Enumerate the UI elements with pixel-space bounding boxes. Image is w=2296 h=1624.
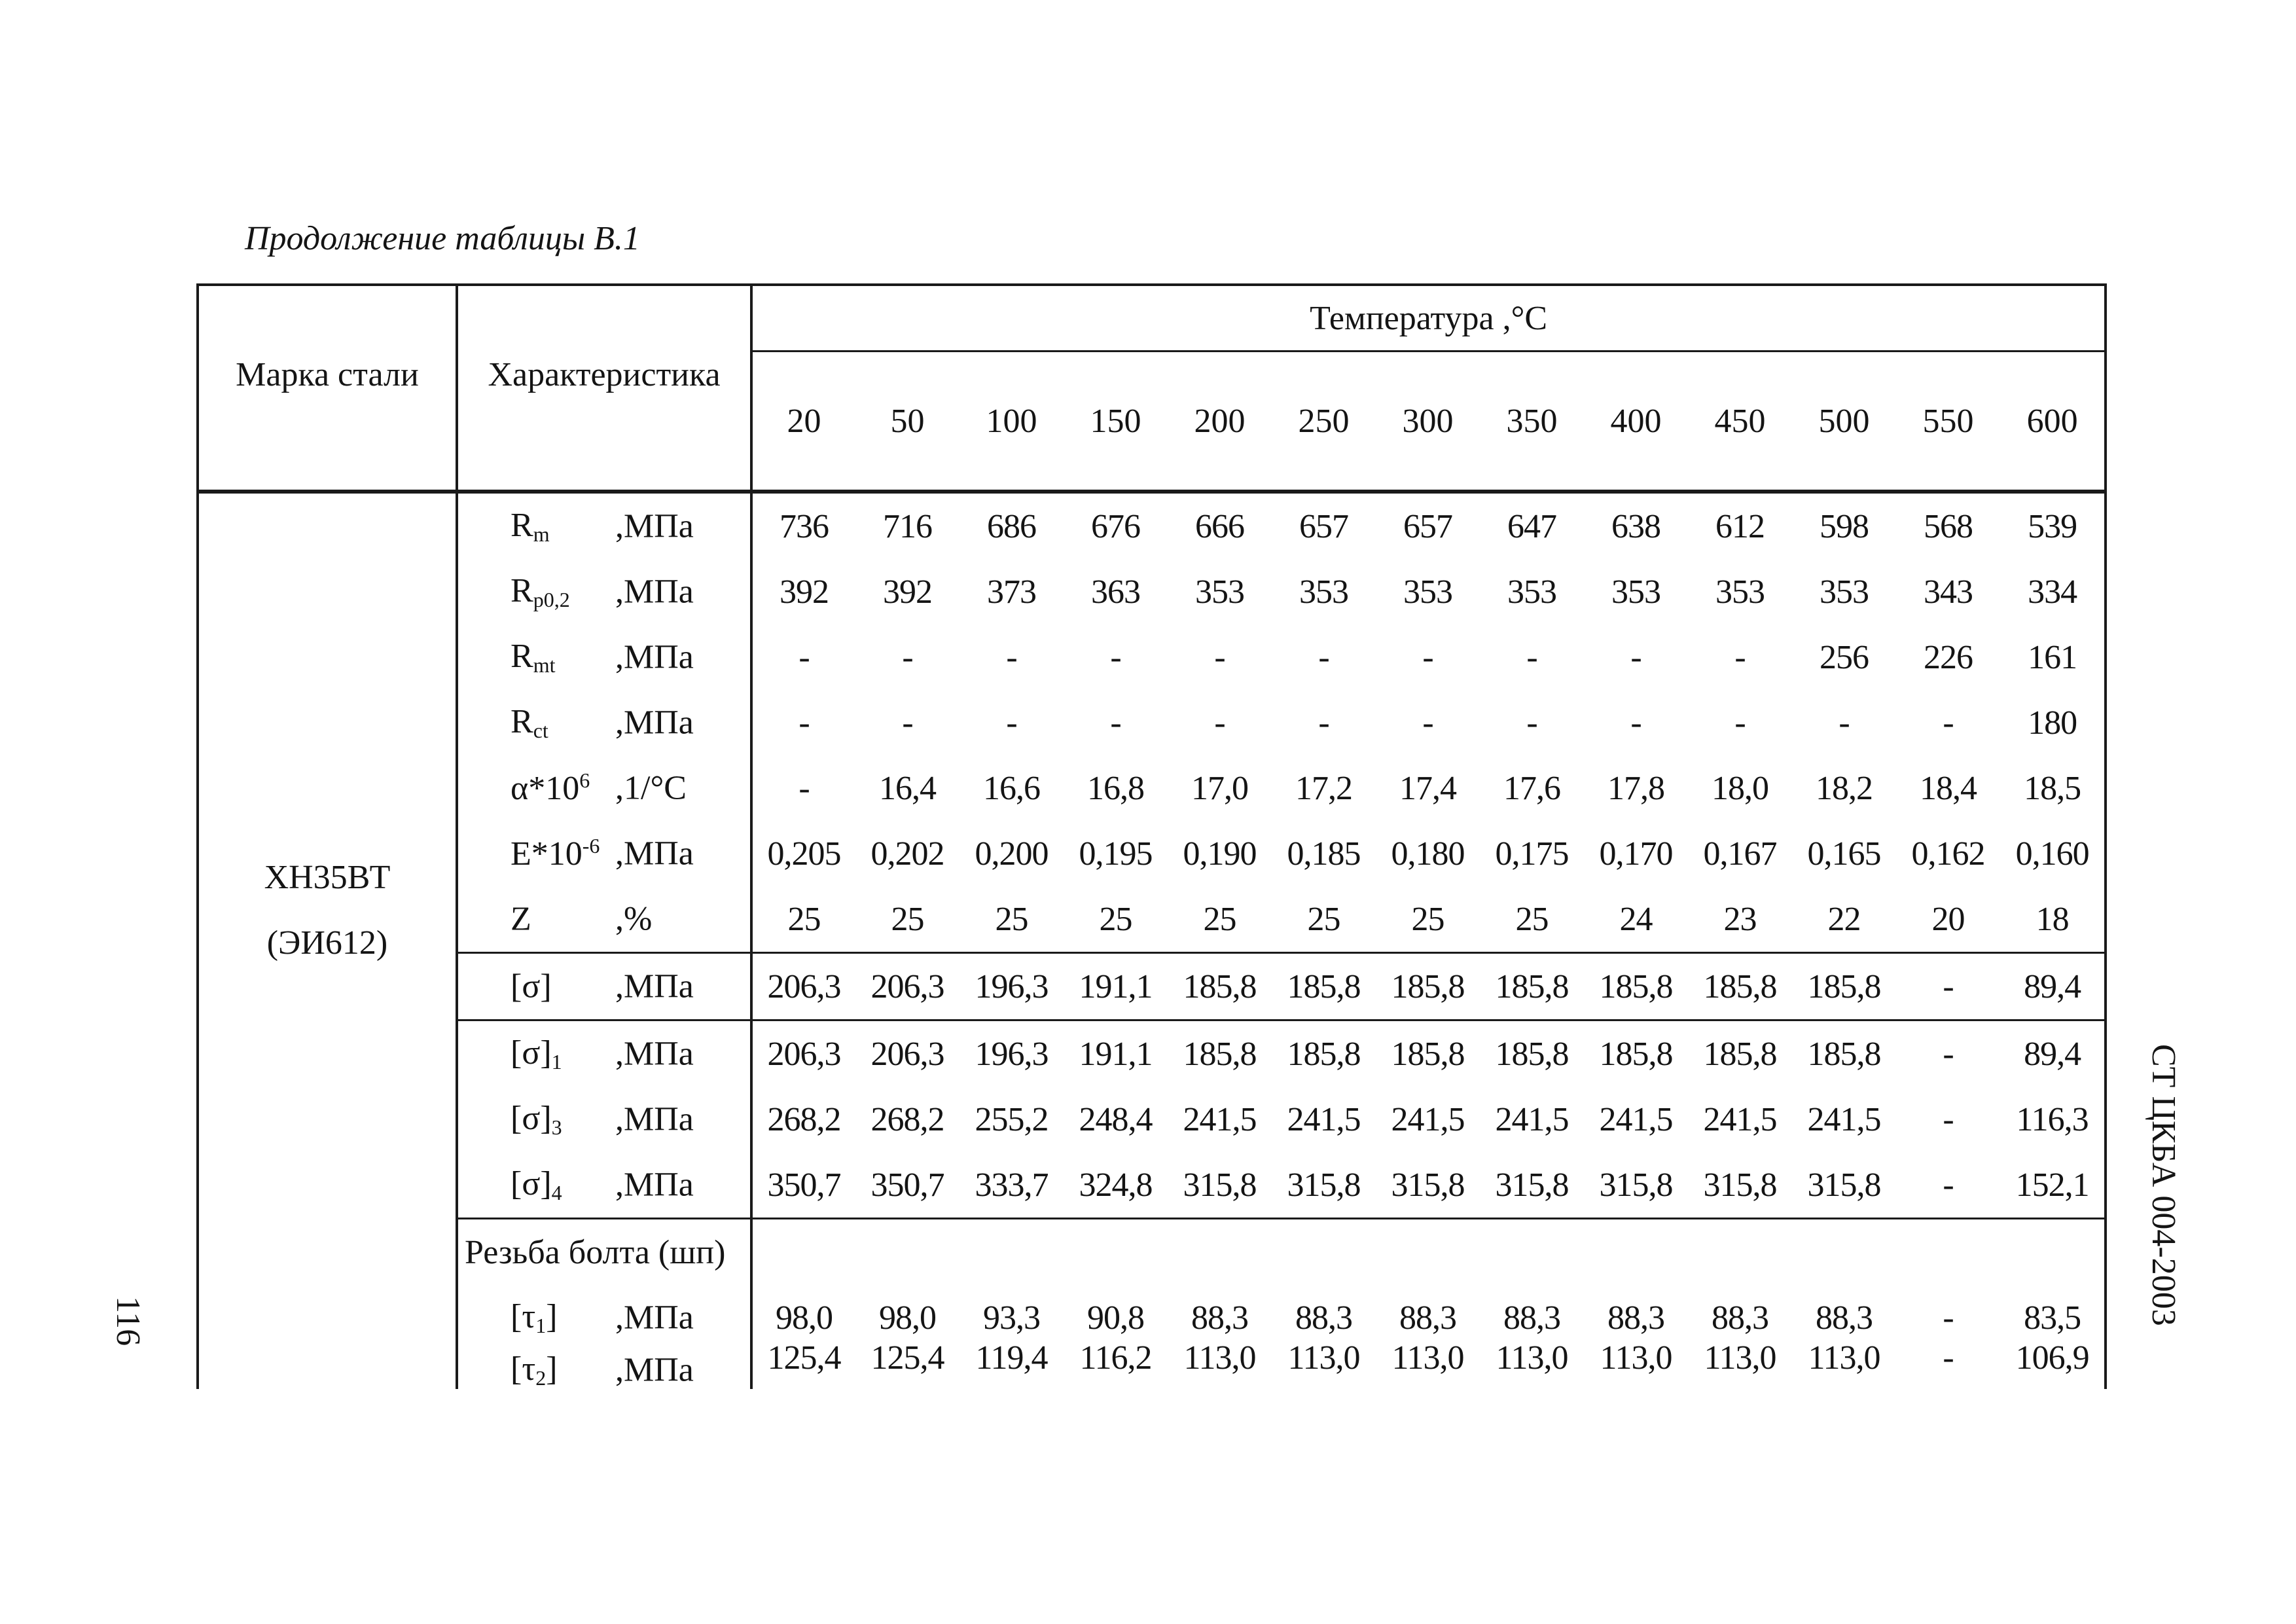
value-cell: 315,8 xyxy=(1584,1152,1688,1219)
value-cell: 0,170 xyxy=(1599,835,1673,873)
value-cell: 116,3 xyxy=(2000,1087,2106,1152)
characteristic-cell xyxy=(457,1350,751,1389)
value-cell: 241,5 xyxy=(1495,1100,1569,1138)
value-cell: - xyxy=(1630,704,1641,742)
characteristic-unit: ,МПа xyxy=(615,1166,694,1204)
temperature-header: Температура ,°С xyxy=(751,285,2106,352)
value-cell: 113,0 xyxy=(1496,1339,1568,1377)
value-cell: 0,205 xyxy=(767,835,841,873)
characteristic-cell xyxy=(457,755,751,821)
value-cell: 98,0 xyxy=(776,1299,833,1337)
characteristic-cell xyxy=(457,1087,751,1152)
value-cell: 226 xyxy=(1924,638,1973,676)
value-cell: 88,3 xyxy=(1503,1299,1560,1337)
value-cell: - xyxy=(1318,704,1329,742)
characteristic-cell xyxy=(457,1152,751,1219)
characteristic-unit: ,МПа xyxy=(615,1351,694,1388)
value-cell: - xyxy=(1006,704,1017,742)
value-cell: 666 xyxy=(1195,507,1244,545)
empty-cell xyxy=(855,1219,960,1286)
empty-cell xyxy=(1792,1219,1896,1286)
empty-cell xyxy=(1272,1219,1376,1286)
value-cell: 185,8 xyxy=(1495,1035,1569,1073)
value-cell: 241,5 xyxy=(1703,1100,1777,1138)
characteristic-unit: ,МПа xyxy=(615,967,694,1005)
characteristic-cell xyxy=(457,1285,751,1350)
value-cell: 0,160 xyxy=(2000,821,2106,886)
value-cell: - xyxy=(902,638,913,676)
characteristic-symbol: [σ] xyxy=(511,967,552,1005)
value-cell: 255,2 xyxy=(975,1100,1049,1138)
value-cell: 392 xyxy=(780,573,829,611)
temperature-cell: 20 xyxy=(751,352,855,492)
value-cell: 315,8 xyxy=(1688,1152,1792,1219)
value-cell: 88,3 xyxy=(1191,1299,1248,1337)
table-row xyxy=(198,1350,2106,1389)
value-cell: - xyxy=(1896,953,2000,1020)
value-cell: 185,8 xyxy=(1703,1035,1777,1073)
value-cell: 191,1 xyxy=(1079,1035,1153,1073)
value-cell: 17,8 xyxy=(1607,769,1664,807)
value-cell: 185,8 xyxy=(1272,953,1376,1020)
value-cell: 0,195 xyxy=(1079,835,1153,873)
value-cell: 353 xyxy=(1715,573,1765,611)
characteristic-unit: ,МПа xyxy=(615,835,694,873)
characteristic-cell xyxy=(457,886,751,953)
value-cell: 22 xyxy=(1792,886,1896,953)
value-cell: - xyxy=(902,704,913,742)
value-cell: 191,1 xyxy=(1064,953,1168,1020)
characteristic-symbol: $R_{mt}$ xyxy=(511,638,556,677)
value-cell: 373 xyxy=(987,573,1036,611)
value-cell: 113,0 xyxy=(1600,1339,1672,1377)
steel-properties-table xyxy=(196,283,2107,1389)
characteristic-symbol: $E*10^{-6}$ xyxy=(511,834,600,873)
characteristic-unit: ,МПа xyxy=(615,507,694,545)
value-cell: 113,0 xyxy=(1183,1339,1256,1377)
temperature-cell: 50 xyxy=(855,352,960,492)
value-cell: - xyxy=(1630,638,1641,676)
value-cell: 392 xyxy=(883,573,932,611)
empty-cell xyxy=(751,1219,855,1286)
characteristic-unit: ,МПа xyxy=(615,1035,694,1073)
value-cell: 268,2 xyxy=(767,1100,841,1138)
temperature-cell: 600 xyxy=(2000,352,2106,492)
value-cell: 324,8 xyxy=(1064,1152,1168,1219)
value-cell: 334 xyxy=(2000,559,2106,624)
characteristic-symbol: $R_{p0,2}$ xyxy=(511,572,570,611)
value-cell: 206,3 xyxy=(767,1035,841,1073)
value-cell: 83,5 xyxy=(2000,1285,2106,1350)
value-cell: 16,8 xyxy=(1087,769,1144,807)
temperature-cell: 400 xyxy=(1584,352,1688,492)
value-cell: 612 xyxy=(1715,507,1765,545)
empty-cell xyxy=(960,1219,1064,1286)
value-cell: 206,3 xyxy=(855,953,960,1020)
value-cell: 0,167 xyxy=(1703,835,1777,873)
value-cell: 185,8 xyxy=(1807,1035,1881,1073)
characteristic-unit: ,МПа xyxy=(615,1100,694,1138)
characteristic-unit: ,% xyxy=(615,900,653,938)
value-cell: 638 xyxy=(1611,507,1660,545)
temperature-cell: 300 xyxy=(1376,352,1480,492)
value-cell: 88,3 xyxy=(1712,1299,1768,1337)
value-cell: 0,185 xyxy=(1287,835,1361,873)
value-cell: 676 xyxy=(1091,507,1140,545)
characteristic-cell xyxy=(457,559,751,624)
value-cell: 16,6 xyxy=(983,769,1040,807)
value-cell: 647 xyxy=(1507,507,1556,545)
value-cell: 206,3 xyxy=(870,1035,944,1073)
temperature-cell: 550 xyxy=(1896,352,2000,492)
value-cell: - xyxy=(1214,638,1225,676)
characteristic-cell xyxy=(457,492,751,559)
value-cell: 88,3 xyxy=(1399,1299,1456,1337)
steel-grade-cell xyxy=(198,492,457,1389)
characteristic-symbol: $\alpha*10^6$ xyxy=(511,768,590,807)
value-cell: 185,8 xyxy=(1688,953,1792,1020)
value-cell: 241,5 xyxy=(1807,1100,1881,1138)
characteristic-unit: ,МПа xyxy=(615,1299,694,1337)
table-row xyxy=(198,821,2106,886)
value-cell: 0,165 xyxy=(1807,835,1881,873)
table-row xyxy=(198,886,2106,953)
value-cell: 18,4 xyxy=(1920,769,1977,807)
value-cell: 256 xyxy=(1820,638,1869,676)
empty-cell xyxy=(1480,1219,1584,1286)
value-cell: 343 xyxy=(1924,573,1973,611)
value-cell: 90,8 xyxy=(1087,1299,1144,1337)
value-cell: 180 xyxy=(2000,690,2106,755)
steel-grade-alias: (ЭИ612) xyxy=(266,924,388,962)
value-cell: 657 xyxy=(1403,507,1452,545)
value-cell: 0,162 xyxy=(1911,835,1985,873)
value-cell: 25 xyxy=(1272,886,1376,953)
value-cell: 152,1 xyxy=(2000,1152,2106,1219)
characteristic-cell xyxy=(457,953,751,1020)
table-row xyxy=(198,624,2106,690)
value-cell: 196,3 xyxy=(960,953,1064,1020)
empty-cell xyxy=(1168,1219,1272,1286)
value-cell: 25 xyxy=(1376,886,1480,953)
value-cell: 24 xyxy=(1584,886,1688,953)
characteristic-unit: ,МПа xyxy=(615,704,694,742)
value-cell: 686 xyxy=(987,507,1036,545)
value-cell: - xyxy=(1896,1152,2000,1219)
value-cell: 18,0 xyxy=(1712,769,1768,807)
value-cell: 268,2 xyxy=(870,1100,944,1138)
brand-column-header: Марка стали xyxy=(198,285,457,492)
value-cell: - xyxy=(1318,638,1329,676)
characteristic-cell xyxy=(457,1020,751,1087)
value-cell: 185,8 xyxy=(1168,953,1272,1020)
table-row xyxy=(198,1020,2106,1087)
value-cell: 716 xyxy=(883,507,932,545)
value-cell: - xyxy=(1839,704,1850,742)
characteristic-column-header: Характеристика xyxy=(457,285,751,492)
value-cell: 598 xyxy=(1820,507,1869,545)
value-cell: 20 xyxy=(1896,886,2000,953)
value-cell: 315,8 xyxy=(1168,1152,1272,1219)
empty-cell xyxy=(1896,1219,2000,1286)
empty-cell xyxy=(2000,1219,2106,1286)
value-cell: - xyxy=(1006,638,1017,676)
value-cell: 25 xyxy=(855,886,960,953)
value-cell: 539 xyxy=(2000,492,2106,559)
value-cell: 353 xyxy=(1507,573,1556,611)
value-cell: 315,8 xyxy=(1376,1152,1480,1219)
value-cell: 185,8 xyxy=(1287,1035,1361,1073)
value-cell: - xyxy=(798,704,810,742)
value-cell: 196,3 xyxy=(975,1035,1049,1073)
characteristic-unit: ,МПа xyxy=(615,638,694,676)
value-cell: 241,5 xyxy=(1183,1100,1257,1138)
steel-grade-name: ХН35ВТ xyxy=(264,859,391,896)
value-cell: - xyxy=(1214,704,1225,742)
value-cell: 185,8 xyxy=(1599,1035,1673,1073)
value-cell: 185,8 xyxy=(1376,953,1480,1020)
table-row xyxy=(198,1152,2106,1219)
value-cell: 353 xyxy=(1299,573,1348,611)
value-cell: 568 xyxy=(1924,507,1973,545)
value-cell: - xyxy=(1526,638,1537,676)
temperature-cell: 350 xyxy=(1480,352,1584,492)
value-cell: 315,8 xyxy=(1272,1152,1376,1219)
value-cell: 185,8 xyxy=(1792,953,1896,1020)
value-cell: 0,202 xyxy=(870,835,944,873)
table-row xyxy=(198,755,2106,821)
value-cell: 185,8 xyxy=(1183,1035,1257,1073)
characteristic-symbol: $[\tau_1]$ xyxy=(511,1298,558,1337)
value-cell: 363 xyxy=(1091,573,1140,611)
value-cell: - xyxy=(1734,638,1746,676)
characteristic-symbol: $[\sigma]_3$ xyxy=(511,1100,562,1139)
value-cell: 353 xyxy=(1820,573,1869,611)
table-row xyxy=(198,1087,2106,1152)
characteristic-symbol: $[\sigma]_1$ xyxy=(511,1034,562,1074)
characteristic-symbol: $R_{ct}$ xyxy=(511,703,548,742)
value-cell: 185,8 xyxy=(1480,953,1584,1020)
value-cell: 113,0 xyxy=(1391,1339,1464,1377)
value-cell: 106,9 xyxy=(2000,1350,2106,1389)
value-cell: 25 xyxy=(960,886,1064,953)
value-cell: - xyxy=(1943,1100,1954,1138)
value-cell: - xyxy=(1422,638,1433,676)
value-cell: 113,0 xyxy=(1808,1339,1880,1377)
value-cell: 315,8 xyxy=(1792,1152,1896,1219)
characteristic-unit: ,МПа xyxy=(615,573,694,611)
value-cell: 116,2 xyxy=(1079,1339,1152,1377)
table-row xyxy=(198,690,2106,755)
value-cell: - xyxy=(1526,704,1537,742)
characteristic-cell xyxy=(457,821,751,886)
document-code: СТ ЦКБА 004-2003 xyxy=(2145,1044,2182,1326)
temperature-cell: 450 xyxy=(1688,352,1792,492)
value-cell: 98,0 xyxy=(879,1299,936,1337)
table-caption: Продолжение таблицы В.1 xyxy=(245,220,640,257)
value-cell: - xyxy=(1110,704,1121,742)
thread-section-label: Резьба болта (шп) xyxy=(457,1219,751,1286)
value-cell: 25 xyxy=(1064,886,1168,953)
value-cell: - xyxy=(798,638,810,676)
value-cell: 161 xyxy=(2000,624,2106,690)
value-cell: 113,0 xyxy=(1287,1339,1360,1377)
value-cell: - xyxy=(1943,1339,1954,1377)
value-cell: - xyxy=(1422,704,1433,742)
value-cell: 657 xyxy=(1299,507,1348,545)
value-cell: 18,5 xyxy=(2000,755,2106,821)
value-cell: - xyxy=(1734,704,1746,742)
characteristic-cell xyxy=(457,624,751,690)
characteristic-symbol: $R_m$ xyxy=(511,507,550,546)
value-cell: - xyxy=(798,769,810,807)
characteristic-cell xyxy=(457,690,751,755)
page-number: 116 xyxy=(109,1296,147,1346)
value-cell: 241,5 xyxy=(1391,1100,1465,1138)
value-cell: 353 xyxy=(1611,573,1660,611)
table-row xyxy=(198,559,2106,624)
value-cell: 93,3 xyxy=(983,1299,1040,1337)
value-cell: 17,2 xyxy=(1295,769,1352,807)
value-cell: 88,3 xyxy=(1816,1299,1873,1337)
table-row xyxy=(198,953,2106,1020)
table-row xyxy=(198,492,2106,559)
value-cell: 185,8 xyxy=(1584,953,1688,1020)
value-cell: 0,175 xyxy=(1495,835,1569,873)
temperature-cell: 100 xyxy=(960,352,1064,492)
value-cell: 241,5 xyxy=(1599,1100,1673,1138)
temperature-cell: 150 xyxy=(1064,352,1168,492)
value-cell: 88,3 xyxy=(1607,1299,1664,1337)
value-cell: 23 xyxy=(1688,886,1792,953)
value-cell: 736 xyxy=(780,507,829,545)
value-cell: 17,0 xyxy=(1191,769,1248,807)
value-cell: 89,4 xyxy=(2000,953,2106,1020)
value-cell: 113,0 xyxy=(1704,1339,1776,1377)
value-cell: - xyxy=(1943,1035,1954,1073)
characteristic-unit: ,1/°С xyxy=(615,769,687,807)
value-cell: 333,7 xyxy=(960,1152,1064,1219)
value-cell: 89,4 xyxy=(2000,1020,2106,1087)
value-cell: 315,8 xyxy=(1480,1152,1584,1219)
value-cell: - xyxy=(1943,704,1954,742)
value-cell: 88,3 xyxy=(1295,1299,1352,1337)
value-cell: 241,5 xyxy=(1287,1100,1361,1138)
value-cell: 25 xyxy=(1480,886,1584,953)
characteristic-symbol: $[\tau_2]$ xyxy=(511,1350,558,1390)
value-cell: 125,4 xyxy=(767,1339,841,1377)
value-cell: 350,7 xyxy=(855,1152,960,1219)
value-cell: 25 xyxy=(751,886,855,953)
value-cell: 248,4 xyxy=(1079,1100,1153,1138)
characteristic-symbol: $[\sigma]_4$ xyxy=(511,1165,562,1204)
table-row xyxy=(198,1219,2106,1286)
value-cell: 125,4 xyxy=(870,1339,944,1377)
empty-cell xyxy=(1584,1219,1688,1286)
value-cell: 353 xyxy=(1195,573,1244,611)
empty-cell xyxy=(1376,1219,1480,1286)
value-cell: 0,180 xyxy=(1391,835,1465,873)
value-cell: 16,4 xyxy=(879,769,936,807)
empty-cell xyxy=(1064,1219,1168,1286)
temperature-cell: 200 xyxy=(1168,352,1272,492)
value-cell: 353 xyxy=(1403,573,1452,611)
value-cell: 17,6 xyxy=(1503,769,1560,807)
temperature-cell: 500 xyxy=(1792,352,1896,492)
value-cell: 17,4 xyxy=(1399,769,1456,807)
value-cell: 350,7 xyxy=(751,1152,855,1219)
value-cell: 0,190 xyxy=(1183,835,1257,873)
value-cell: 18,2 xyxy=(1816,769,1873,807)
empty-cell xyxy=(1688,1219,1792,1286)
value-cell: 185,8 xyxy=(1391,1035,1465,1073)
value-cell: 119,4 xyxy=(975,1339,1048,1377)
value-cell: - xyxy=(1943,1299,1954,1337)
value-cell: 18 xyxy=(2000,886,2106,953)
value-cell: 0,200 xyxy=(975,835,1049,873)
characteristic-symbol: Z xyxy=(511,900,531,938)
value-cell: 25 xyxy=(1168,886,1272,953)
value-cell: 206,3 xyxy=(751,953,855,1020)
value-cell: - xyxy=(1110,638,1121,676)
temperature-cell: 250 xyxy=(1272,352,1376,492)
